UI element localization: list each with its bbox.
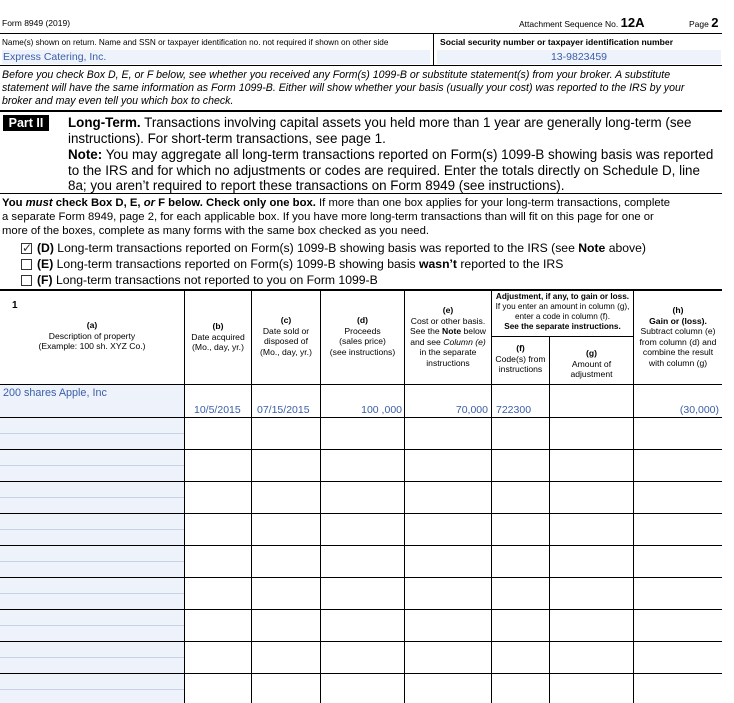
- name-field[interactable]: Express Catering, Inc.: [2, 50, 430, 64]
- page-value: 2: [711, 15, 719, 30]
- header-rule: [0, 33, 722, 34]
- option-text: Long-term transactions not reported to you on Form 1099-B: [52, 273, 378, 287]
- adj-text: If you enter an amount in column (g),: [495, 302, 630, 311]
- intro-line: broker and may even tell you which box to check.: [2, 95, 234, 108]
- col-g-header: [550, 348, 633, 380]
- col-text: Cost or other basis.: [410, 315, 486, 326]
- row-midline: [0, 689, 184, 690]
- must-e: F below. Check only one box.: [155, 197, 316, 209]
- col-e-header: [405, 305, 491, 368]
- col-h-header: [634, 305, 722, 368]
- part-rule-bottom: [0, 193, 722, 194]
- intro-text: [2, 69, 684, 109]
- attachment-number: 12A: [620, 15, 645, 30]
- checkbox-e[interactable]: [21, 259, 32, 270]
- ssn-label: Social security number or taxpayer identification number: [440, 37, 674, 47]
- col-label: (f): [516, 343, 525, 353]
- col-c-header: [252, 315, 320, 357]
- col-text: (see instructions): [329, 346, 396, 357]
- row-midline: [0, 657, 184, 658]
- adjustment-rule: [492, 336, 634, 337]
- option-text: reported to the IRS: [456, 257, 564, 271]
- col-label: (g): [586, 348, 597, 358]
- name-divider: [433, 34, 434, 65]
- col-text: Description of property: [48, 330, 136, 341]
- row-midline: [0, 433, 184, 434]
- option-emph: Note: [578, 241, 606, 255]
- row1-description: 200 shares Apple, Inc: [3, 387, 107, 399]
- col-b-header: [185, 321, 251, 353]
- row1-date-sold[interactable]: 07/15/2015: [257, 404, 310, 416]
- row1-date-acquired[interactable]: 10/5/2015: [194, 404, 241, 416]
- name-row-rule: [0, 65, 722, 66]
- must-check-text: [2, 196, 670, 239]
- note-line: to the IRS and for which no adjustments or codes are required. Enter the totals directly on Schedule D, line: [68, 162, 700, 178]
- option-code: (F): [37, 273, 53, 287]
- col-text: Code(s) from: [495, 353, 546, 364]
- name-label: Name(s) shown on return. Name and SSN or taxpayer identification no. not required if shown on other side: [2, 38, 389, 47]
- option-e-label: [37, 257, 563, 271]
- adj-text: enter a code in column (f).: [514, 312, 611, 321]
- col-text: instructions: [426, 357, 470, 368]
- page-number: [689, 15, 718, 30]
- row-midline: [0, 593, 184, 594]
- intro-line: statement will have the same information as Form 1099-B. Either will show whether your basis (usually your cost) was reported to the IRS by your: [2, 82, 685, 95]
- col-text: Gain or (loss).: [649, 315, 707, 326]
- col-emph: Column (e): [443, 336, 486, 347]
- note-line: You may aggregate all long-term transactions reported on Form(s) 1099-B showing basis was reported: [102, 147, 714, 162]
- must-d: or: [143, 197, 155, 209]
- col-text: Date acquired: [191, 331, 245, 342]
- part-title-line2: instructions). For short-term transactions, see page 1.: [68, 130, 386, 146]
- col-text: from column (d) and: [639, 336, 717, 347]
- option-text: Long-term transactions reported on Form(s) 1099-B showing basis: [53, 257, 420, 271]
- col-label: (e): [442, 305, 454, 315]
- col-emph: Note: [442, 326, 462, 336]
- option-emph: wasn’t: [419, 257, 457, 271]
- column-divider: [549, 336, 550, 703]
- must-line2: a separate Form 8949, page 2, for each applicable box. If you have more long-term transactions than will fit on this page for one or: [2, 211, 654, 224]
- must-c: check Box D, E,: [52, 197, 144, 209]
- row1-cost[interactable]: 70,000: [455, 404, 488, 416]
- page-label: Page: [689, 19, 709, 29]
- col-text: below: [461, 326, 486, 336]
- part-title: [68, 115, 691, 146]
- part-rule-top: [0, 110, 722, 112]
- row-midline: [0, 529, 184, 530]
- col-text: See the: [410, 326, 443, 336]
- adj-text: See the separate instructions.: [504, 322, 621, 331]
- form-id: Form 8949 (2019): [2, 18, 71, 28]
- option-text: Long-term transactions reported on Form(s) 1099-B showing basis was reported to the IRS (see: [53, 241, 579, 255]
- intro-line: Before you check Box D, E, or F below, see whether you received any Form(s) 1099-B or substitute statement(s) from your broker. A substitute: [2, 69, 671, 81]
- option-d-label: [37, 241, 646, 255]
- col-text: (Mo., day, yr.): [192, 342, 244, 352]
- col-text: Date sold or: [262, 325, 310, 336]
- col-label: (h): [672, 305, 684, 315]
- col-text: (Mo., day, yr.): [260, 346, 312, 357]
- option-text: above): [605, 241, 646, 255]
- col-text: combine the result: [642, 347, 714, 357]
- col-label: (a): [86, 320, 98, 330]
- row1-code[interactable]: 722300: [496, 404, 532, 416]
- row1-proceeds[interactable]: 100 ,000: [361, 404, 402, 416]
- col-text: in the separate: [419, 347, 477, 357]
- part-title-text: Transactions involving capital assets you held more than 1 year are generally long-term (see: [140, 115, 692, 130]
- col-text: adjustment: [570, 369, 613, 379]
- attachment-label: Attachment Sequence No.: [519, 19, 619, 29]
- col-label: (b): [212, 321, 224, 331]
- col-label: (d): [357, 315, 368, 325]
- col-label: (c): [280, 315, 292, 325]
- option-code: (E): [37, 257, 54, 271]
- col-f-header: [492, 343, 549, 375]
- adjustment-header: [492, 292, 633, 332]
- must-a: You: [2, 197, 26, 209]
- col-text: Proceeds: [344, 325, 381, 336]
- col-text: (sales price): [339, 336, 386, 346]
- col-a-header: [0, 320, 184, 352]
- col-text: and see: [410, 336, 444, 347]
- line-number: 1: [12, 300, 18, 311]
- checkmark-icon: ✓: [22, 241, 33, 255]
- part-title-bold: Long-Term.: [68, 115, 141, 130]
- row-midline: [0, 465, 184, 466]
- part-badge: Part II: [3, 115, 49, 131]
- col-text: instructions: [498, 364, 543, 374]
- row1-gain[interactable]: (30,000): [679, 404, 719, 416]
- row-midline: [0, 625, 184, 626]
- part-note: [68, 147, 713, 194]
- col-text: (Example: 100 sh. XYZ Co.): [38, 341, 146, 351]
- option-f-label: [37, 273, 378, 287]
- col-text: with column (g): [648, 357, 708, 368]
- checkbox-d[interactable]: [21, 243, 32, 254]
- col-text: disposed of: [264, 336, 308, 346]
- adj-title: Adjustment, if any, to gain or loss.: [495, 292, 630, 301]
- col-d-header: [321, 315, 404, 357]
- table-top-rule: [0, 289, 722, 291]
- note-line: 8a; you aren’t required to report these transactions on Form 8949 (see instructions).: [68, 178, 565, 193]
- must-b: must: [25, 197, 53, 209]
- must-line3: more of the boxes, complete as many forms with the same box checked as you need.: [2, 225, 429, 238]
- checkbox-f[interactable]: [21, 275, 32, 286]
- row-midline: [0, 497, 184, 498]
- note-bold: Note:: [68, 147, 103, 162]
- row-midline: [0, 561, 184, 562]
- attachment-sequence: [519, 15, 644, 30]
- must-f: If more than one box applies for your long-term transactions, complete: [315, 197, 671, 209]
- ssn-field[interactable]: 13-9823459: [437, 50, 721, 64]
- option-code: (D): [37, 241, 54, 255]
- col-text: Amount of: [571, 358, 612, 369]
- col-text: Subtract column (e): [640, 326, 716, 336]
